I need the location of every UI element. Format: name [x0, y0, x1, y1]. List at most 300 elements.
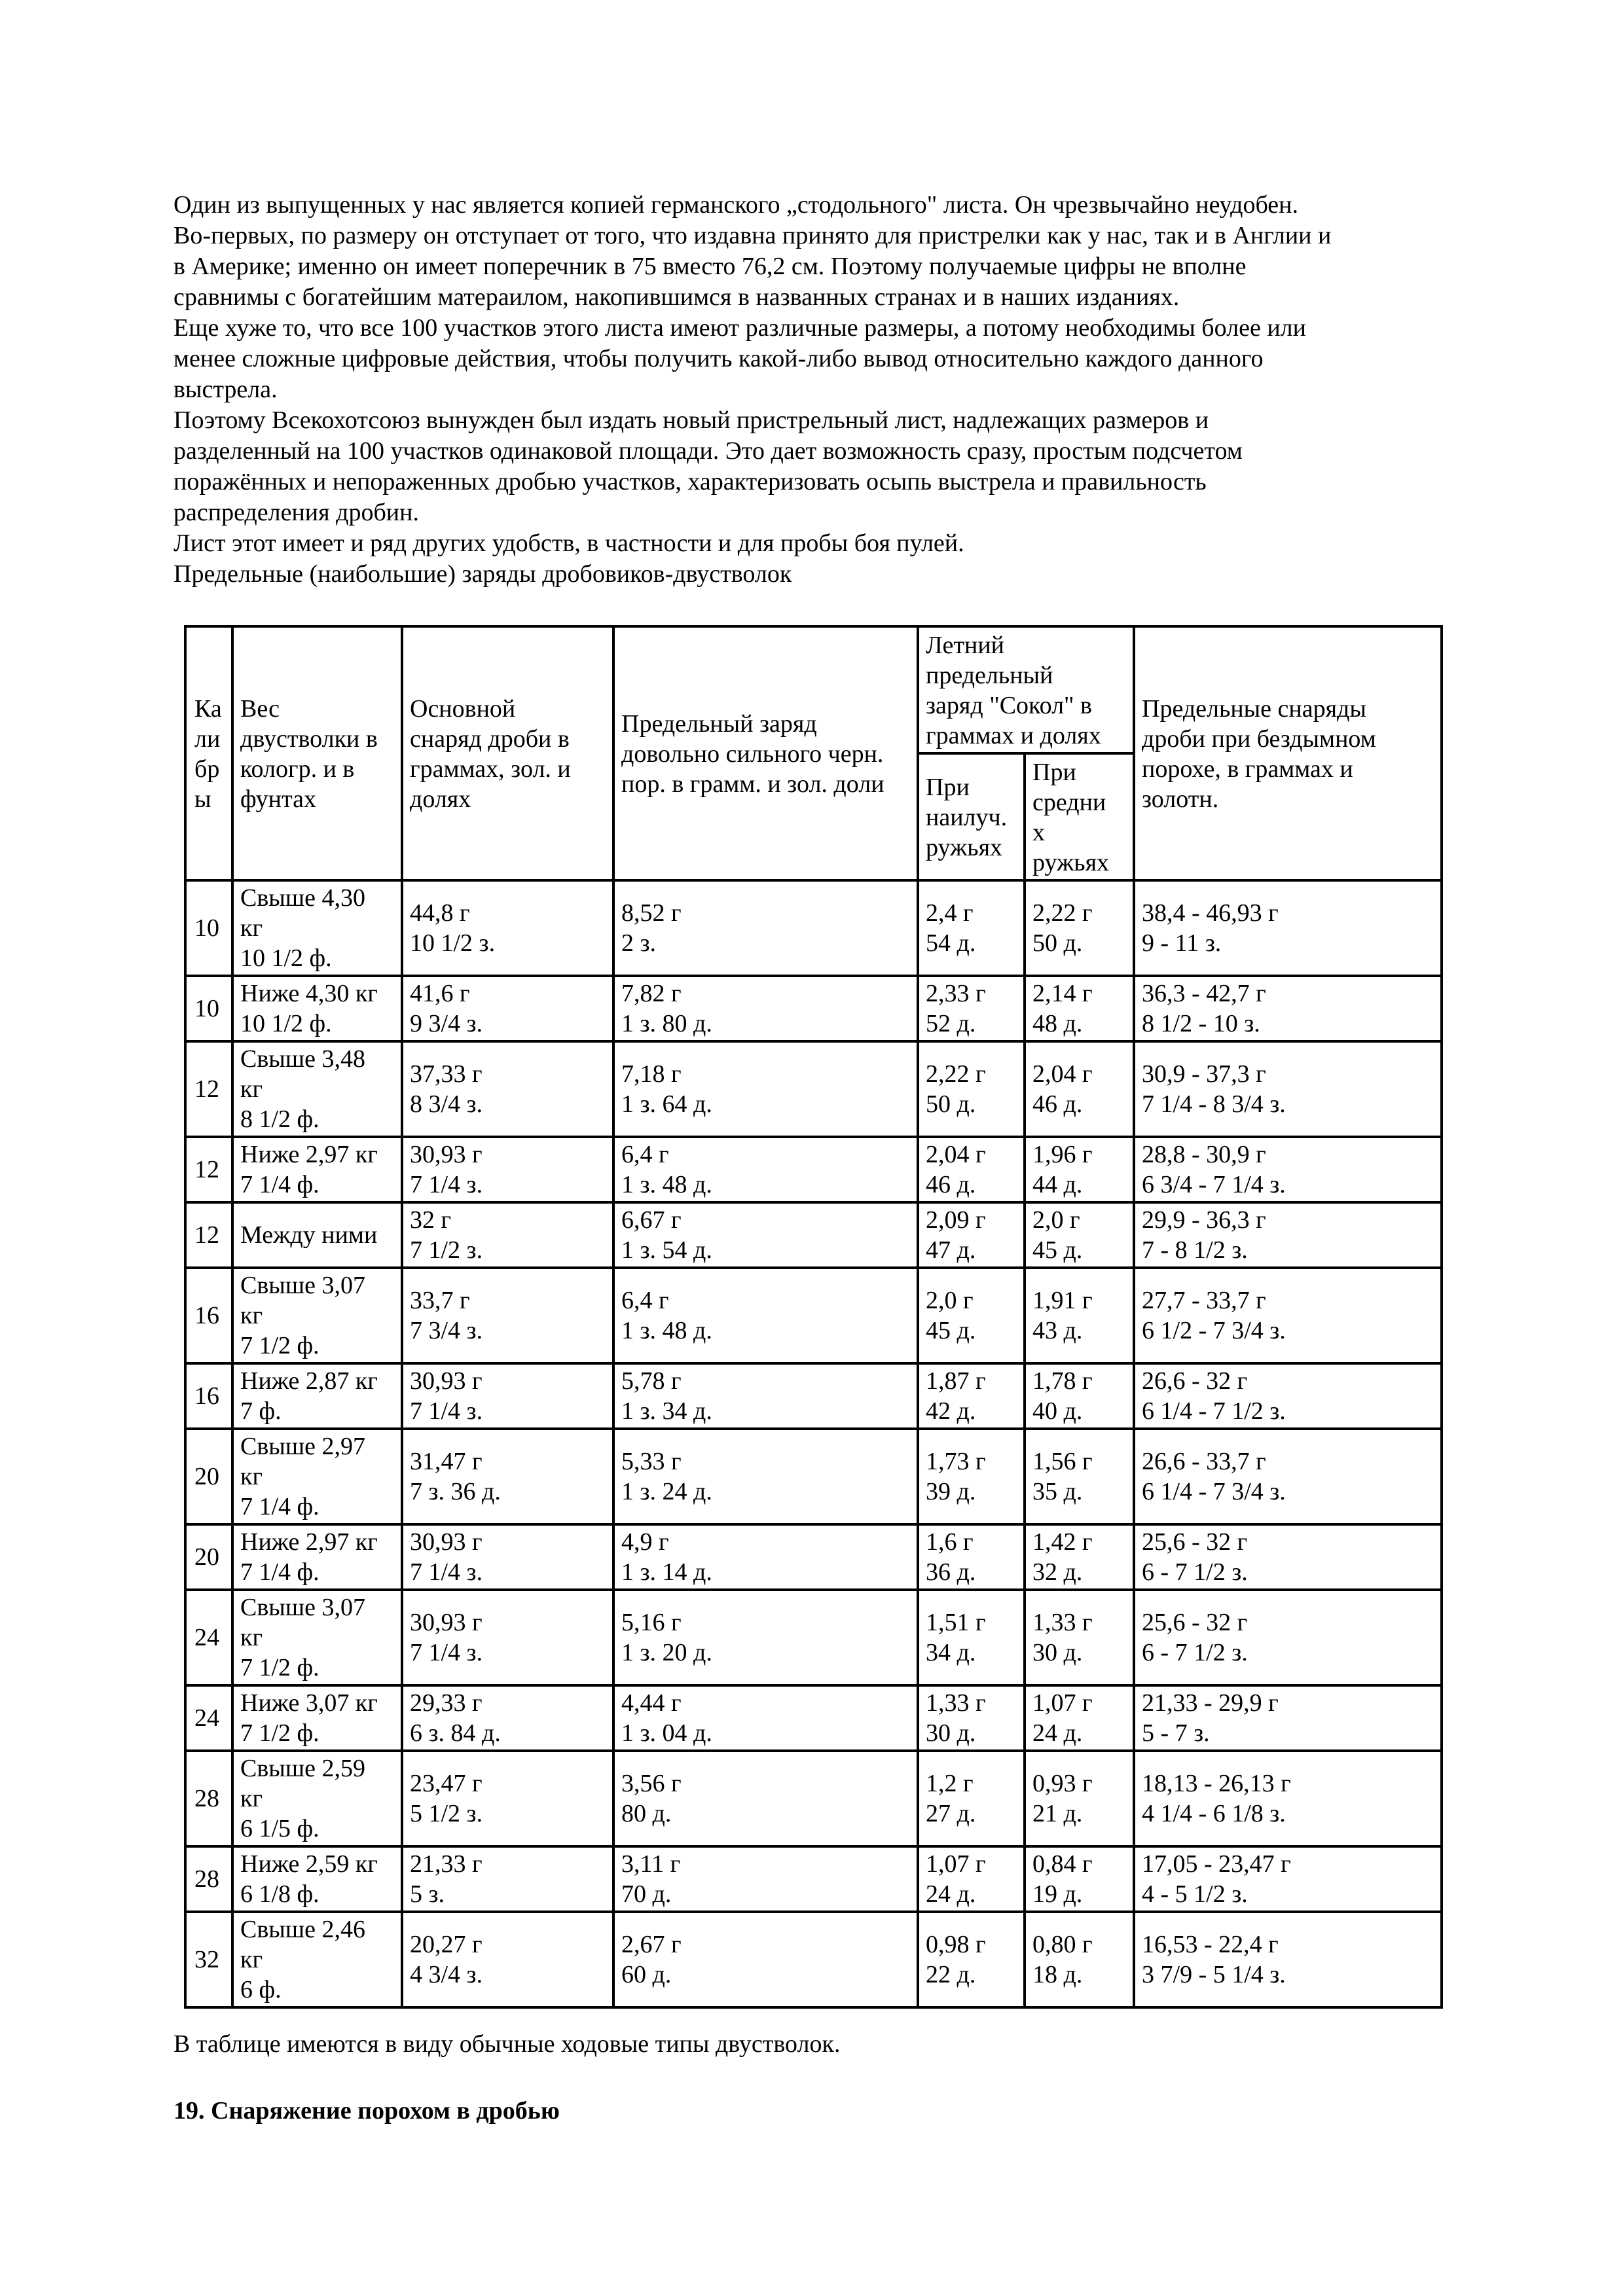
- cell-main-charge: [402, 1429, 613, 1524]
- intro-line: распределения дробин.: [173, 499, 419, 526]
- table-caption: Предельные (наибольшие) заряды дробовиков-двустволок: [173, 560, 792, 588]
- cell-line: Вес: [240, 695, 280, 723]
- cell-line: 7 1/4 - 8 3/4 з.: [1142, 1090, 1286, 1118]
- cell-line: 1,73 г: [926, 1448, 986, 1475]
- cell-smokeless: [1134, 1590, 1442, 1685]
- cell-line: двустволки в: [240, 725, 378, 753]
- cell-line: 0,93 г: [1032, 1770, 1093, 1797]
- cell-caliber: 16: [185, 1268, 232, 1363]
- cell-line: кг: [240, 1946, 263, 1973]
- cell-line: 7,18 г: [621, 1060, 682, 1088]
- cell-caliber: 20: [185, 1524, 232, 1590]
- cell-sokol-average: [1025, 880, 1134, 976]
- cell-sokol-best: [918, 1041, 1025, 1137]
- cell-line: 25,6 - 32 г: [1142, 1528, 1248, 1556]
- cell-line: граммах и долях: [926, 722, 1101, 749]
- cell-line: 46 д.: [926, 1171, 976, 1198]
- cell-line: 7 1/2 ф.: [240, 1332, 319, 1359]
- cell-limit-black-powder: [613, 1268, 918, 1363]
- cell-line: 6 1/4 - 7 1/2 з.: [1142, 1397, 1286, 1425]
- cell-limit-black-powder: [613, 1590, 918, 1685]
- cell-line: 10 1/2 ф.: [240, 1010, 332, 1037]
- cell-sokol-best: [918, 1751, 1025, 1846]
- cell-line: При: [1032, 759, 1076, 786]
- table-note: В таблице имеются в виду обычные ходовые типы двустволок.: [173, 2030, 841, 2058]
- cell-line: 47 д.: [926, 1236, 976, 1264]
- cell-caliber: 20: [185, 1429, 232, 1524]
- cell-line: 50 д.: [926, 1090, 976, 1118]
- cell-line: 43 д.: [1032, 1317, 1083, 1344]
- cell-line: 1 з. 64 д.: [621, 1090, 712, 1118]
- cell-line: 44,8 г: [410, 899, 470, 927]
- cell-line: 6 3/4 - 7 1/4 з.: [1142, 1171, 1286, 1198]
- cell-weight: [232, 880, 402, 976]
- table-row: [185, 1137, 1442, 1202]
- cell-line: 7 1/4 ф.: [240, 1171, 319, 1198]
- cell-main-charge: [402, 1041, 613, 1137]
- cell-weight: [232, 1912, 402, 2007]
- cell-line: 2,22 г: [1032, 899, 1093, 927]
- intro-text: [173, 190, 1457, 590]
- cell-weight: [232, 1751, 402, 1846]
- cell-line: 5,78 г: [621, 1367, 682, 1395]
- cell-line: 9 - 11 з.: [1142, 929, 1222, 957]
- cell-main-charge: [402, 1524, 613, 1590]
- cell-line: 4,9 г: [621, 1528, 669, 1556]
- cell-line: 1,2 г: [926, 1770, 974, 1797]
- cell-line: 45 д.: [1032, 1236, 1083, 1264]
- table-row: [185, 1363, 1442, 1429]
- cell-smokeless: [1134, 1268, 1442, 1363]
- cell-line: 24 д.: [926, 1880, 976, 1908]
- cell-line: дроби при бездымном: [1142, 725, 1376, 753]
- cell-line: 2,67 г: [621, 1931, 682, 1958]
- cell-line: 1,07 г: [1032, 1689, 1093, 1717]
- cell-line: ли: [194, 725, 221, 753]
- cell-line: 8 3/4 з.: [410, 1090, 483, 1118]
- cell-line: 1 з. 34 д.: [621, 1397, 712, 1425]
- cell-sokol-average: [1025, 1751, 1134, 1846]
- section-heading: 19. Снаряжение порохом в дробью: [173, 2097, 560, 2125]
- cell-weight: [232, 1363, 402, 1429]
- cell-line: 6 1/4 - 7 3/4 з.: [1142, 1478, 1286, 1505]
- cell-line: 3,56 г: [621, 1770, 682, 1797]
- cell-line: 1 з. 04 д.: [621, 1719, 712, 1747]
- cell-line: 8 1/2 ф.: [240, 1105, 319, 1133]
- cell-line: 4 - 5 1/2 з.: [1142, 1880, 1248, 1908]
- cell-sokol-average: [1025, 1363, 1134, 1429]
- cell-line: Свыше 2,59: [240, 1755, 365, 1782]
- cell-line: 7 - 8 1/2 з.: [1142, 1236, 1248, 1264]
- cell-line: 7 з. 36 д.: [410, 1478, 501, 1505]
- cell-line: заряд "Сокол" в: [926, 692, 1092, 719]
- cell-sokol-best: [918, 880, 1025, 976]
- cell-sokol-best: [918, 1137, 1025, 1202]
- cell-smokeless: [1134, 1524, 1442, 1590]
- table-row: [185, 1041, 1442, 1137]
- cell-line: 36,3 - 42,7 г: [1142, 980, 1266, 1007]
- cell-line: Свыше 2,46: [240, 1916, 365, 1943]
- cell-line: кг: [240, 1785, 263, 1812]
- intro-line: менее сложные цифровые действия, чтобы получить какой-либо вывод относительно каждого данного: [173, 345, 1264, 372]
- cell-smokeless: [1134, 1041, 1442, 1137]
- cell-line: 1 з. 14 д.: [621, 1558, 712, 1586]
- cell-line: 5,33 г: [621, 1448, 682, 1475]
- cell-line: наилуч.: [926, 804, 1008, 831]
- cell-line: 1 з. 48 д.: [621, 1171, 712, 1198]
- cell-sokol-best: [918, 976, 1025, 1041]
- cell-line: 7 1/2 ф.: [240, 1719, 319, 1747]
- table-row: [185, 1751, 1442, 1846]
- cell-caliber: 12: [185, 1041, 232, 1137]
- cell-line: довольно сильного черн.: [621, 740, 884, 768]
- cell-line: Ниже 2,59 кг: [240, 1850, 378, 1878]
- cell-line: 6 1/8 ф.: [240, 1880, 319, 1908]
- cell-limit-black-powder: [613, 1041, 918, 1137]
- table-row: [185, 1524, 1442, 1590]
- cell-main-charge: [402, 880, 613, 976]
- cell-limit-black-powder: [613, 1846, 918, 1912]
- cell-line: 29,9 - 36,3 г: [1142, 1206, 1266, 1234]
- cell-line: 6 - 7 1/2 з.: [1142, 1639, 1248, 1666]
- cell-line: 70 д.: [621, 1880, 672, 1908]
- cell-line: 1,56 г: [1032, 1448, 1093, 1475]
- cell-caliber: 10: [185, 976, 232, 1041]
- cell-line: 10 1/2 з.: [410, 929, 496, 957]
- cell-weight: [232, 976, 402, 1041]
- cell-line: долях: [410, 785, 471, 813]
- cell-line: 30,93 г: [410, 1141, 483, 1168]
- cell-weight: [232, 1041, 402, 1137]
- cell-line: ружьях: [926, 834, 1003, 861]
- cell-sokol-average: [1025, 1846, 1134, 1912]
- table-row: [185, 1846, 1442, 1912]
- header-main-charge: [402, 626, 613, 880]
- cell-line: 1,87 г: [926, 1367, 986, 1395]
- cell-line: снаряд дроби в: [410, 725, 570, 753]
- cell-caliber: 12: [185, 1202, 232, 1268]
- cell-line: 1,33 г: [1032, 1609, 1093, 1636]
- cell-line: 45 д.: [926, 1317, 976, 1344]
- table-row: [185, 1429, 1442, 1524]
- cell-caliber: 28: [185, 1751, 232, 1846]
- cell-line: 20,27 г: [410, 1931, 483, 1958]
- cell-sokol-average: [1025, 1524, 1134, 1590]
- cell-sokol-average: [1025, 976, 1134, 1041]
- cell-main-charge: [402, 1363, 613, 1429]
- cell-line: 34 д.: [926, 1639, 976, 1666]
- cell-limit-black-powder: [613, 1751, 918, 1846]
- cell-line: 32 д.: [1032, 1558, 1083, 1586]
- cell-line: 29,33 г: [410, 1689, 483, 1717]
- cell-sokol-average: [1025, 1685, 1134, 1751]
- cell-line: 1 з. 48 д.: [621, 1317, 712, 1344]
- cell-line: 10 1/2 ф.: [240, 944, 332, 972]
- cell-line: кг: [240, 1075, 263, 1103]
- cell-line: 2,0 г: [926, 1287, 974, 1314]
- cell-line: 27 д.: [926, 1800, 976, 1827]
- cell-line: 6 ф.: [240, 1976, 282, 2003]
- cell-line: Ниже 4,30 кг: [240, 980, 378, 1007]
- cell-line: граммах, зол. и: [410, 755, 571, 783]
- intro-line: сравнимы с богатейшим матераилом, накопившимся в названных странах и в наших изданиях.: [173, 283, 1180, 311]
- cell-limit-black-powder: [613, 1685, 918, 1751]
- cell-caliber: 24: [185, 1685, 232, 1751]
- cell-smokeless: [1134, 1846, 1442, 1912]
- cell-smokeless: [1134, 1202, 1442, 1268]
- cell-sokol-best: [918, 1202, 1025, 1268]
- cell-line: 7 1/4 з.: [410, 1639, 483, 1666]
- cell-main-charge: [402, 1912, 613, 2007]
- cell-line: 2 з.: [621, 929, 657, 957]
- cell-caliber: 28: [185, 1846, 232, 1912]
- cell-line: 30,9 - 37,3 г: [1142, 1060, 1266, 1088]
- cell-line: Свыше 2,97: [240, 1433, 365, 1460]
- cell-sokol-average: [1025, 1429, 1134, 1524]
- cell-sokol-average: [1025, 1590, 1134, 1685]
- header-sokol-average: [1025, 753, 1134, 880]
- header-smokeless: [1134, 626, 1442, 880]
- cell-line: 26,6 - 33,7 г: [1142, 1448, 1266, 1475]
- cell-line: кг: [240, 1302, 263, 1329]
- intro-line: выстрела.: [173, 376, 278, 403]
- cell-line: 6,4 г: [621, 1287, 669, 1314]
- cell-main-charge: [402, 1846, 613, 1912]
- cell-smokeless: [1134, 880, 1442, 976]
- cell-line: 30,93 г: [410, 1609, 483, 1636]
- cell-line: 21,33 - 29,9 г: [1142, 1689, 1279, 1717]
- cell-limit-black-powder: [613, 1912, 918, 2007]
- intro-line: поражённых и непораженных дробью участков, характеризовать осыпь выстрела и правильность: [173, 468, 1207, 495]
- cell-line: золотн.: [1142, 785, 1219, 813]
- table-body: [185, 880, 1442, 2007]
- cell-sokol-best: [918, 1429, 1025, 1524]
- cell-line: кг: [240, 1463, 263, 1490]
- cell-line: кг: [240, 914, 263, 942]
- header-caliber: [185, 626, 232, 880]
- cell-smokeless: [1134, 1363, 1442, 1429]
- cell-line: средни: [1032, 789, 1106, 816]
- cell-line: 30 д.: [926, 1719, 976, 1747]
- cell-line: 25,6 - 32 г: [1142, 1609, 1248, 1636]
- intro-line: разделенный на 100 участков одинаковой площади. Это дает возможность сразу, простым подсчетом: [173, 437, 1243, 465]
- cell-main-charge: [402, 1751, 613, 1846]
- cell-line: кологр. и в: [240, 755, 355, 783]
- cell-line: 8,52 г: [621, 899, 682, 927]
- cell-line: 40 д.: [1032, 1397, 1083, 1425]
- cell-line: ы: [194, 785, 211, 813]
- cell-line: 2,09 г: [926, 1206, 986, 1234]
- cell-line: 8 1/2 - 10 з.: [1142, 1010, 1260, 1037]
- cell-line: 6 - 7 1/2 з.: [1142, 1558, 1248, 1586]
- cell-line: 1,07 г: [926, 1850, 986, 1878]
- cell-line: 5 з.: [410, 1880, 445, 1908]
- header-limit-black-powder: [613, 626, 918, 880]
- cell-line: 7,82 г: [621, 980, 682, 1007]
- cell-line: 2,04 г: [926, 1141, 986, 1168]
- cell-line: 1,51 г: [926, 1609, 986, 1636]
- cell-sokol-best: [918, 1268, 1025, 1363]
- cell-line: 1,78 г: [1032, 1367, 1093, 1395]
- cell-line: 32 г: [410, 1206, 452, 1234]
- cell-line: 5 1/2 з.: [410, 1800, 483, 1827]
- cell-line: 7 1/4 ф.: [240, 1493, 319, 1520]
- cell-sokol-average: [1025, 1268, 1134, 1363]
- cell-line: 33,7 г: [410, 1287, 470, 1314]
- cell-line: кг: [240, 1624, 263, 1651]
- cell-line: 7 1/4 з.: [410, 1171, 483, 1198]
- cell-limit-black-powder: [613, 1202, 918, 1268]
- cell-line: 0,84 г: [1032, 1850, 1093, 1878]
- cell-line: 3 7/9 - 5 1/4 з.: [1142, 1961, 1286, 1988]
- cell-smokeless: [1134, 1137, 1442, 1202]
- cell-caliber: 32: [185, 1912, 232, 2007]
- cell-line: порохе, в граммах и: [1142, 755, 1353, 783]
- cell-line: 35 д.: [1032, 1478, 1083, 1505]
- shotgun-charges-table: [184, 625, 1443, 2009]
- cell-caliber: 12: [185, 1137, 232, 1202]
- cell-line: Предельные снаряды: [1142, 695, 1366, 723]
- cell-line: 1,96 г: [1032, 1141, 1093, 1168]
- cell-line: 48 д.: [1032, 1010, 1083, 1037]
- cell-line: 2,04 г: [1032, 1060, 1093, 1088]
- intro-line: Поэтому Всекохотсоюз вынужден был издать новый пристрельный лист, надлежащих размеров и: [173, 406, 1209, 434]
- cell-line: Основной: [410, 695, 516, 723]
- cell-line: 18,13 - 26,13 г: [1142, 1770, 1291, 1797]
- table-header: [185, 626, 1442, 880]
- cell-line: Свыше 3,07: [240, 1594, 365, 1621]
- intro-line: Лист этот имеет и ряд других удобств, в частности и для пробы боя пулей.: [173, 529, 964, 557]
- cell-sokol-best: [918, 1846, 1025, 1912]
- cell-sokol-best: [918, 1363, 1025, 1429]
- cell-weight: [232, 1137, 402, 1202]
- cell-limit-black-powder: [613, 976, 918, 1041]
- cell-line: 4 1/4 - 6 1/8 з.: [1142, 1800, 1286, 1827]
- cell-smokeless: [1134, 1751, 1442, 1846]
- cell-line: 7 ф.: [240, 1397, 282, 1425]
- cell-main-charge: [402, 1590, 613, 1685]
- cell-line: Между ними: [240, 1221, 378, 1249]
- cell-line: х: [1032, 819, 1045, 846]
- cell-line: 6 1/5 ф.: [240, 1815, 319, 1842]
- cell-main-charge: [402, 1268, 613, 1363]
- cell-line: 7 1/4 ф.: [240, 1558, 319, 1586]
- cell-line: Свыше 3,48: [240, 1045, 365, 1073]
- table-row: [185, 1202, 1442, 1268]
- cell-limit-black-powder: [613, 1137, 918, 1202]
- cell-line: 6,67 г: [621, 1206, 682, 1234]
- header-sokol-best: [918, 753, 1025, 880]
- cell-line: 1,42 г: [1032, 1528, 1093, 1556]
- cell-caliber: 16: [185, 1363, 232, 1429]
- cell-line: 54 д.: [926, 929, 976, 957]
- table-row: [185, 1685, 1442, 1751]
- cell-line: 38,4 - 46,93 г: [1142, 899, 1279, 927]
- table-row: [185, 976, 1442, 1041]
- cell-line: 1,91 г: [1032, 1287, 1093, 1314]
- cell-line: 36 д.: [926, 1558, 976, 1586]
- table-row: [185, 1590, 1442, 1685]
- cell-line: Ниже 2,97 кг: [240, 1528, 378, 1556]
- cell-line: пор. в грамм. и зол. доли: [621, 770, 884, 798]
- table-row: [185, 880, 1442, 976]
- cell-sokol-average: [1025, 1912, 1134, 2007]
- table-row: [185, 1268, 1442, 1363]
- cell-line: 1 з. 20 д.: [621, 1639, 712, 1666]
- cell-line: 21,33 г: [410, 1850, 483, 1878]
- cell-line: 42 д.: [926, 1397, 976, 1425]
- cell-smokeless: [1134, 1912, 1442, 2007]
- cell-line: 31,47 г: [410, 1448, 483, 1475]
- header-weight: [232, 626, 402, 880]
- cell-limit-black-powder: [613, 1524, 918, 1590]
- cell-smokeless: [1134, 1685, 1442, 1751]
- cell-weight: [232, 1846, 402, 1912]
- cell-line: 44 д.: [1032, 1171, 1083, 1198]
- cell-line: 7 1/4 з.: [410, 1397, 483, 1425]
- cell-line: 37,33 г: [410, 1060, 483, 1088]
- cell-line: 39 д.: [926, 1478, 976, 1505]
- cell-line: 19 д.: [1032, 1880, 1083, 1908]
- cell-line: 5 - 7 з.: [1142, 1719, 1210, 1747]
- cell-sokol-best: [918, 1524, 1025, 1590]
- cell-line: 6,4 г: [621, 1141, 669, 1168]
- cell-sokol-best: [918, 1685, 1025, 1751]
- cell-smokeless: [1134, 976, 1442, 1041]
- cell-weight: [232, 1685, 402, 1751]
- cell-line: 21 д.: [1032, 1800, 1083, 1827]
- cell-line: Летний: [926, 632, 1004, 659]
- intro-line: в Америке; именно он имеет поперечник в 75 вместо 76,2 см. Поэтому получаемые цифры не вполне: [173, 253, 1247, 280]
- header-sokol: [918, 626, 1134, 753]
- cell-line: 0,80 г: [1032, 1931, 1093, 1958]
- cell-line: фунтах: [240, 785, 316, 813]
- cell-line: 2,33 г: [926, 980, 986, 1007]
- cell-line: 2,22 г: [926, 1060, 986, 1088]
- cell-line: При: [926, 774, 970, 801]
- cell-line: 0,98 г: [926, 1931, 986, 1958]
- cell-line: 6 з. 84 д.: [410, 1719, 501, 1747]
- cell-sokol-best: [918, 1590, 1025, 1685]
- cell-sokol-average: [1025, 1202, 1134, 1268]
- cell-line: 50 д.: [1032, 929, 1083, 957]
- cell-line: Ниже 3,07 кг: [240, 1689, 378, 1717]
- cell-line: 7 1/4 з.: [410, 1558, 483, 1586]
- cell-line: 3,11 г: [621, 1850, 681, 1878]
- cell-line: 4 3/4 з.: [410, 1961, 483, 1988]
- cell-main-charge: [402, 1685, 613, 1751]
- cell-line: 2,4 г: [926, 899, 974, 927]
- cell-line: ружьях: [1032, 849, 1110, 876]
- cell-weight: [232, 1268, 402, 1363]
- table-row: [185, 1912, 1442, 2007]
- cell-line: 1,6 г: [926, 1528, 974, 1556]
- cell-line: 30 д.: [1032, 1639, 1083, 1666]
- cell-line: 1 з. 24 д.: [621, 1478, 712, 1505]
- cell-line: 7 1/2 з.: [410, 1236, 483, 1264]
- cell-line: 7 3/4 з.: [410, 1317, 483, 1344]
- cell-line: 30,93 г: [410, 1528, 483, 1556]
- cell-line: 30,93 г: [410, 1367, 483, 1395]
- cell-main-charge: [402, 1137, 613, 1202]
- cell-caliber: 24: [185, 1590, 232, 1685]
- cell-line: 22 д.: [926, 1961, 976, 1988]
- cell-line: 17,05 - 23,47 г: [1142, 1850, 1291, 1878]
- cell-line: 2,0 г: [1032, 1206, 1080, 1234]
- cell-main-charge: [402, 1202, 613, 1268]
- cell-line: 24 д.: [1032, 1719, 1083, 1747]
- cell-line: 1 з. 54 д.: [621, 1236, 712, 1264]
